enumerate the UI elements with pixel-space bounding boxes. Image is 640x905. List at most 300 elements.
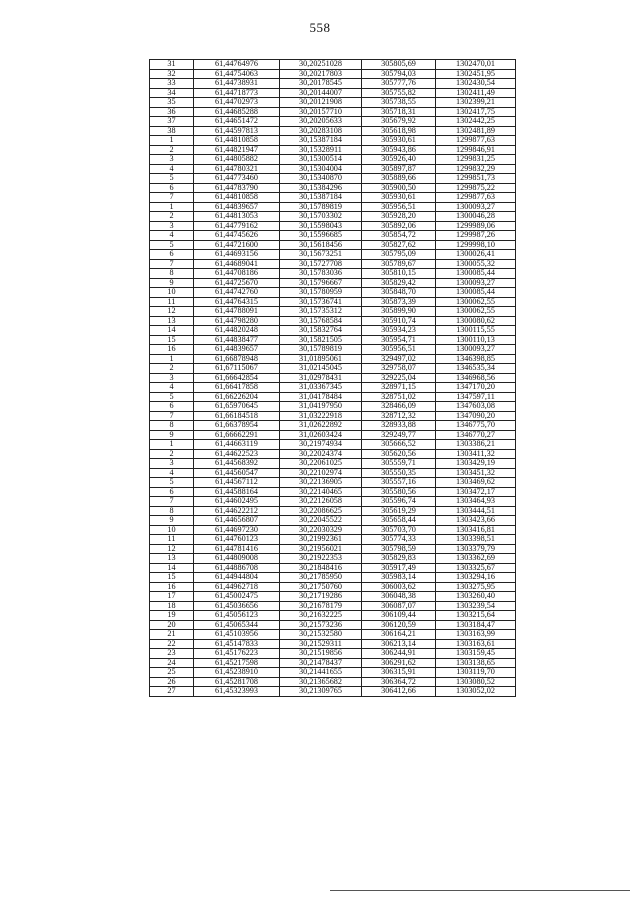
- latitude-cell: 61,44702973: [194, 98, 280, 108]
- latitude-cell: 61,44742760: [194, 288, 280, 298]
- latitude-cell: 61,44805882: [194, 155, 280, 165]
- x-coordinate-cell: 306003,62: [362, 582, 436, 592]
- table-row: [150, 592, 516, 602]
- point-number-cell: 14: [150, 326, 194, 336]
- x-coordinate-cell: 306164,21: [362, 630, 436, 640]
- x-coordinate-cell: 328933,88: [362, 421, 436, 431]
- x-coordinate-cell: 329249,77: [362, 430, 436, 440]
- table-row: [150, 392, 516, 402]
- table-row: [150, 601, 516, 611]
- table-row: [150, 535, 516, 545]
- longitude-cell: 30,15703302: [280, 212, 362, 222]
- table-row: [150, 611, 516, 621]
- longitude-cell: 30,21719286: [280, 592, 362, 602]
- latitude-cell: 61,44773460: [194, 174, 280, 184]
- latitude-cell: 61,44689041: [194, 259, 280, 269]
- point-number-cell: 1: [150, 440, 194, 450]
- latitude-cell: 61,44651472: [194, 117, 280, 127]
- table-row: [150, 440, 516, 450]
- table-row: [150, 573, 516, 583]
- point-number-cell: 13: [150, 316, 194, 326]
- y-coordinate-cell: 1303398,51: [436, 535, 516, 545]
- latitude-cell: 61,44693156: [194, 250, 280, 260]
- longitude-cell: 30,22045522: [280, 516, 362, 526]
- x-coordinate-cell: 305596,74: [362, 497, 436, 507]
- table-row: [150, 525, 516, 535]
- y-coordinate-cell: 1302451,95: [436, 69, 516, 79]
- y-coordinate-cell: 1303294,16: [436, 573, 516, 583]
- x-coordinate-cell: 328751,02: [362, 392, 436, 402]
- longitude-cell: 30,15384296: [280, 183, 362, 193]
- longitude-cell: 30,22030329: [280, 525, 362, 535]
- table-row: [150, 421, 516, 431]
- latitude-cell: 61,44567112: [194, 478, 280, 488]
- x-coordinate-cell: 305854,72: [362, 231, 436, 241]
- latitude-cell: 61,44663119: [194, 440, 280, 450]
- longitude-cell: 30,22061025: [280, 459, 362, 469]
- x-coordinate-cell: 306109,44: [362, 611, 436, 621]
- y-coordinate-cell: 1299877,63: [436, 193, 516, 203]
- x-coordinate-cell: 305559,71: [362, 459, 436, 469]
- point-number-cell: 7: [150, 497, 194, 507]
- longitude-cell: 30,15387184: [280, 193, 362, 203]
- x-coordinate-cell: 305873,39: [362, 297, 436, 307]
- point-number-cell: 10: [150, 288, 194, 298]
- longitude-cell: 30,21309765: [280, 687, 362, 697]
- x-coordinate-cell: 306120,59: [362, 620, 436, 630]
- longitude-cell: 30,21632225: [280, 611, 362, 621]
- x-coordinate-cell: 305943,86: [362, 145, 436, 155]
- y-coordinate-cell: 1302470,01: [436, 60, 516, 70]
- table-row: [150, 620, 516, 630]
- latitude-cell: 61,44838477: [194, 335, 280, 345]
- y-coordinate-cell: 1300115,55: [436, 326, 516, 336]
- table-row: [150, 240, 516, 250]
- latitude-cell: 61,65970645: [194, 402, 280, 412]
- point-number-cell: 7: [150, 411, 194, 421]
- table-row: [150, 668, 516, 678]
- table-row: [150, 402, 516, 412]
- y-coordinate-cell: 1300085,44: [436, 269, 516, 279]
- table-row: [150, 677, 516, 687]
- point-number-cell: 23: [150, 649, 194, 659]
- latitude-cell: 61,44708186: [194, 269, 280, 279]
- table-row: [150, 79, 516, 89]
- x-coordinate-cell: 305619,29: [362, 506, 436, 516]
- y-coordinate-cell: 1299998,10: [436, 240, 516, 250]
- table-row: [150, 345, 516, 355]
- table-row: [150, 297, 516, 307]
- x-coordinate-cell: 305829,42: [362, 278, 436, 288]
- longitude-cell: 31,02622892: [280, 421, 362, 431]
- latitude-cell: 61,44656807: [194, 516, 280, 526]
- latitude-cell: 61,44745626: [194, 231, 280, 241]
- y-coordinate-cell: 1347090,20: [436, 411, 516, 421]
- latitude-cell: 61,44779162: [194, 221, 280, 231]
- longitude-cell: 30,15789819: [280, 202, 362, 212]
- y-coordinate-cell: 1300110,13: [436, 335, 516, 345]
- point-number-cell: 7: [150, 259, 194, 269]
- page-number: 558: [309, 20, 331, 35]
- y-coordinate-cell: 1303119,70: [436, 668, 516, 678]
- y-coordinate-cell: 1300080,62: [436, 316, 516, 326]
- y-coordinate-cell: 1299846,91: [436, 145, 516, 155]
- x-coordinate-cell: 306412,66: [362, 687, 436, 697]
- point-number-cell: 1: [150, 136, 194, 146]
- x-coordinate-cell: 305755,82: [362, 88, 436, 98]
- table-row: [150, 430, 516, 440]
- longitude-cell: 30,20205633: [280, 117, 362, 127]
- latitude-cell: 61,44798280: [194, 316, 280, 326]
- coordinates-table-body: [150, 60, 516, 697]
- x-coordinate-cell: 305956,51: [362, 345, 436, 355]
- x-coordinate-cell: 306087,07: [362, 601, 436, 611]
- y-coordinate-cell: 1303163,99: [436, 630, 516, 640]
- y-coordinate-cell: 1302481,89: [436, 126, 516, 136]
- latitude-cell: 61,66378954: [194, 421, 280, 431]
- point-number-cell: 33: [150, 79, 194, 89]
- table-row: [150, 544, 516, 554]
- y-coordinate-cell: 1299851,73: [436, 174, 516, 184]
- y-coordinate-cell: 1303080,52: [436, 677, 516, 687]
- table-row: [150, 117, 516, 127]
- longitude-cell: 30,15598043: [280, 221, 362, 231]
- y-coordinate-cell: 1299989,06: [436, 221, 516, 231]
- point-number-cell: 27: [150, 687, 194, 697]
- point-number-cell: 18: [150, 601, 194, 611]
- table-row: [150, 221, 516, 231]
- point-number-cell: 35: [150, 98, 194, 108]
- y-coordinate-cell: 1303464,93: [436, 497, 516, 507]
- longitude-cell: 30,15735312: [280, 307, 362, 317]
- x-coordinate-cell: 305620,56: [362, 449, 436, 459]
- point-number-cell: 16: [150, 345, 194, 355]
- point-number-cell: 15: [150, 335, 194, 345]
- latitude-cell: 61,44738931: [194, 79, 280, 89]
- longitude-cell: 30,21956021: [280, 544, 362, 554]
- table-row: [150, 107, 516, 117]
- y-coordinate-cell: 1303416,81: [436, 525, 516, 535]
- x-coordinate-cell: 305897,87: [362, 164, 436, 174]
- longitude-cell: 30,20178545: [280, 79, 362, 89]
- point-number-cell: 9: [150, 278, 194, 288]
- point-number-cell: 32: [150, 69, 194, 79]
- longitude-cell: 30,15328911: [280, 145, 362, 155]
- point-number-cell: 22: [150, 639, 194, 649]
- longitude-cell: 30,21992361: [280, 535, 362, 545]
- table-row: [150, 364, 516, 374]
- x-coordinate-cell: 305928,20: [362, 212, 436, 222]
- y-coordinate-cell: 1347170,20: [436, 383, 516, 393]
- x-coordinate-cell: 306291,62: [362, 658, 436, 668]
- x-coordinate-cell: 328971,15: [362, 383, 436, 393]
- latitude-cell: 61,45103956: [194, 630, 280, 640]
- latitude-cell: 61,44839657: [194, 202, 280, 212]
- table-row: [150, 259, 516, 269]
- longitude-cell: 31,02145045: [280, 364, 362, 374]
- latitude-cell: 61,66642854: [194, 373, 280, 383]
- x-coordinate-cell: 305983,14: [362, 573, 436, 583]
- longitude-cell: 30,21365682: [280, 677, 362, 687]
- y-coordinate-cell: 1346770,27: [436, 430, 516, 440]
- x-coordinate-cell: 305550,35: [362, 468, 436, 478]
- y-coordinate-cell: 1303379,79: [436, 544, 516, 554]
- latitude-cell: 61,45036656: [194, 601, 280, 611]
- table-row: [150, 288, 516, 298]
- point-number-cell: 4: [150, 468, 194, 478]
- latitude-cell: 61,44602495: [194, 497, 280, 507]
- x-coordinate-cell: 305954,71: [362, 335, 436, 345]
- latitude-cell: 61,44788091: [194, 307, 280, 317]
- x-coordinate-cell: 305774,33: [362, 535, 436, 545]
- longitude-cell: 30,21441655: [280, 668, 362, 678]
- y-coordinate-cell: 1303325,67: [436, 563, 516, 573]
- table-row: [150, 468, 516, 478]
- point-number-cell: 31: [150, 60, 194, 70]
- x-coordinate-cell: 305930,61: [362, 193, 436, 203]
- x-coordinate-cell: 305934,23: [362, 326, 436, 336]
- point-number-cell: 25: [150, 668, 194, 678]
- x-coordinate-cell: 305718,31: [362, 107, 436, 117]
- point-number-cell: 17: [150, 592, 194, 602]
- longitude-cell: 30,15304004: [280, 164, 362, 174]
- longitude-cell: 30,21750760: [280, 582, 362, 592]
- latitude-cell: 61,45323993: [194, 687, 280, 697]
- point-number-cell: 5: [150, 174, 194, 184]
- longitude-cell: 31,04178484: [280, 392, 362, 402]
- latitude-cell: 61,45002475: [194, 592, 280, 602]
- longitude-cell: 31,03222918: [280, 411, 362, 421]
- latitude-cell: 61,45238910: [194, 668, 280, 678]
- table-row: [150, 174, 516, 184]
- longitude-cell: 30,22102974: [280, 468, 362, 478]
- x-coordinate-cell: 329758,07: [362, 364, 436, 374]
- y-coordinate-cell: 1300093,27: [436, 345, 516, 355]
- x-coordinate-cell: 305956,51: [362, 202, 436, 212]
- latitude-cell: 61,44718773: [194, 88, 280, 98]
- x-coordinate-cell: 329497,02: [362, 354, 436, 364]
- longitude-cell: 30,22140465: [280, 487, 362, 497]
- x-coordinate-cell: 305679,92: [362, 117, 436, 127]
- table-row: [150, 69, 516, 79]
- table-row: [150, 193, 516, 203]
- longitude-cell: 30,15821505: [280, 335, 362, 345]
- y-coordinate-cell: 1303215,64: [436, 611, 516, 621]
- longitude-cell: 30,15796667: [280, 278, 362, 288]
- x-coordinate-cell: 305892,06: [362, 221, 436, 231]
- point-number-cell: 15: [150, 573, 194, 583]
- point-number-cell: 9: [150, 516, 194, 526]
- table-row: [150, 449, 516, 459]
- table-row: [150, 250, 516, 260]
- longitude-cell: 31,01895061: [280, 354, 362, 364]
- table-row: [150, 563, 516, 573]
- x-coordinate-cell: 305917,49: [362, 563, 436, 573]
- x-coordinate-cell: 305899,90: [362, 307, 436, 317]
- y-coordinate-cell: 1299987,26: [436, 231, 516, 241]
- latitude-cell: 61,44560547: [194, 468, 280, 478]
- y-coordinate-cell: 1347597,11: [436, 392, 516, 402]
- latitude-cell: 61,45281708: [194, 677, 280, 687]
- longitude-cell: 30,20144007: [280, 88, 362, 98]
- point-number-cell: 3: [150, 459, 194, 469]
- point-number-cell: 1: [150, 202, 194, 212]
- latitude-cell: 61,45176223: [194, 649, 280, 659]
- table-row: [150, 98, 516, 108]
- y-coordinate-cell: 1300055,32: [436, 259, 516, 269]
- x-coordinate-cell: 306315,91: [362, 668, 436, 678]
- x-coordinate-cell: 306048,38: [362, 592, 436, 602]
- point-number-cell: 6: [150, 487, 194, 497]
- y-coordinate-cell: 1346398,85: [436, 354, 516, 364]
- y-coordinate-cell: 1303444,51: [436, 506, 516, 516]
- latitude-cell: 61,44754063: [194, 69, 280, 79]
- y-coordinate-cell: 1299877,63: [436, 136, 516, 146]
- latitude-cell: 61,45147833: [194, 639, 280, 649]
- longitude-cell: 30,15789819: [280, 345, 362, 355]
- y-coordinate-cell: 1302442,25: [436, 117, 516, 127]
- longitude-cell: 30,22126058: [280, 497, 362, 507]
- latitude-cell: 61,45056123: [194, 611, 280, 621]
- point-number-cell: 6: [150, 402, 194, 412]
- point-number-cell: 11: [150, 535, 194, 545]
- longitude-cell: 30,21974934: [280, 440, 362, 450]
- latitude-cell: 61,44760123: [194, 535, 280, 545]
- y-coordinate-cell: 1300062,55: [436, 307, 516, 317]
- point-number-cell: 6: [150, 183, 194, 193]
- point-number-cell: 34: [150, 88, 194, 98]
- x-coordinate-cell: 305703,70: [362, 525, 436, 535]
- point-number-cell: 1: [150, 354, 194, 364]
- latitude-cell: 61,44622212: [194, 506, 280, 516]
- latitude-cell: 61,44821947: [194, 145, 280, 155]
- table-row: [150, 269, 516, 279]
- table-row: [150, 516, 516, 526]
- y-coordinate-cell: 1302430,54: [436, 79, 516, 89]
- y-coordinate-cell: 1303429,19: [436, 459, 516, 469]
- longitude-cell: 30,15727708: [280, 259, 362, 269]
- x-coordinate-cell: 305930,61: [362, 136, 436, 146]
- latitude-cell: 61,44781416: [194, 544, 280, 554]
- latitude-cell: 61,44820248: [194, 326, 280, 336]
- longitude-cell: 30,15768584: [280, 316, 362, 326]
- longitude-cell: 31,02603424: [280, 430, 362, 440]
- longitude-cell: 31,03367345: [280, 383, 362, 393]
- table-row: [150, 487, 516, 497]
- table-row: [150, 183, 516, 193]
- y-coordinate-cell: 1303423,66: [436, 516, 516, 526]
- point-number-cell: 3: [150, 221, 194, 231]
- latitude-cell: 61,44764976: [194, 60, 280, 70]
- y-coordinate-cell: 1303362,69: [436, 554, 516, 564]
- longitude-cell: 30,15387184: [280, 136, 362, 146]
- y-coordinate-cell: 1303451,32: [436, 468, 516, 478]
- latitude-cell: 61,44810858: [194, 193, 280, 203]
- latitude-cell: 61,66226204: [194, 392, 280, 402]
- longitude-cell: 30,20217803: [280, 69, 362, 79]
- point-number-cell: 20: [150, 620, 194, 630]
- latitude-cell: 61,44813053: [194, 212, 280, 222]
- point-number-cell: 2: [150, 449, 194, 459]
- longitude-cell: 30,15340870: [280, 174, 362, 184]
- x-coordinate-cell: 305900,50: [362, 183, 436, 193]
- table-row: [150, 136, 516, 146]
- bottom-rule: [330, 890, 630, 891]
- point-number-cell: 19: [150, 611, 194, 621]
- point-number-cell: 5: [150, 240, 194, 250]
- point-number-cell: 8: [150, 421, 194, 431]
- point-number-cell: 8: [150, 269, 194, 279]
- point-number-cell: 2: [150, 364, 194, 374]
- x-coordinate-cell: 305557,16: [362, 478, 436, 488]
- longitude-cell: 30,15832764: [280, 326, 362, 336]
- point-number-cell: 2: [150, 212, 194, 222]
- point-number-cell: 4: [150, 164, 194, 174]
- latitude-cell: 61,44764315: [194, 297, 280, 307]
- longitude-cell: 30,21519856: [280, 649, 362, 659]
- latitude-cell: 61,44944804: [194, 573, 280, 583]
- table-row: [150, 231, 516, 241]
- y-coordinate-cell: 1303275,95: [436, 582, 516, 592]
- table-row: [150, 373, 516, 383]
- y-coordinate-cell: 1299832,29: [436, 164, 516, 174]
- longitude-cell: 30,22136905: [280, 478, 362, 488]
- x-coordinate-cell: 305777,76: [362, 79, 436, 89]
- latitude-cell: 61,44886708: [194, 563, 280, 573]
- point-number-cell: 9: [150, 430, 194, 440]
- y-coordinate-cell: 1302411,49: [436, 88, 516, 98]
- y-coordinate-cell: 1299875,22: [436, 183, 516, 193]
- point-number-cell: 36: [150, 107, 194, 117]
- table-row: [150, 354, 516, 364]
- x-coordinate-cell: 305810,15: [362, 269, 436, 279]
- point-number-cell: 12: [150, 307, 194, 317]
- latitude-cell: 61,44597813: [194, 126, 280, 136]
- y-coordinate-cell: 1299831,25: [436, 155, 516, 165]
- table-row: [150, 212, 516, 222]
- latitude-cell: 61,44622523: [194, 449, 280, 459]
- latitude-cell: 61,66878948: [194, 354, 280, 364]
- point-number-cell: 38: [150, 126, 194, 136]
- latitude-cell: 61,66662291: [194, 430, 280, 440]
- x-coordinate-cell: 305658,44: [362, 516, 436, 526]
- x-coordinate-cell: 306244,91: [362, 649, 436, 659]
- y-coordinate-cell: 1300026,41: [436, 250, 516, 260]
- y-coordinate-cell: 1346775,70: [436, 421, 516, 431]
- longitude-cell: 30,15300514: [280, 155, 362, 165]
- point-number-cell: 7: [150, 193, 194, 203]
- table-row: [150, 88, 516, 98]
- table-row: [150, 687, 516, 697]
- x-coordinate-cell: 328712,32: [362, 411, 436, 421]
- longitude-cell: 30,20251028: [280, 60, 362, 70]
- y-coordinate-cell: 1303472,17: [436, 487, 516, 497]
- y-coordinate-cell: 1300062,55: [436, 297, 516, 307]
- x-coordinate-cell: 306364,72: [362, 677, 436, 687]
- longitude-cell: 30,20121908: [280, 98, 362, 108]
- y-coordinate-cell: 1300093,27: [436, 278, 516, 288]
- y-coordinate-cell: 1302417,75: [436, 107, 516, 117]
- y-coordinate-cell: 1300093,27: [436, 202, 516, 212]
- y-coordinate-cell: 1303159,45: [436, 649, 516, 659]
- y-coordinate-cell: 1303138,65: [436, 658, 516, 668]
- longitude-cell: 30,15736741: [280, 297, 362, 307]
- point-number-cell: 14: [150, 563, 194, 573]
- y-coordinate-cell: 1303386,21: [436, 440, 516, 450]
- longitude-cell: 30,21678179: [280, 601, 362, 611]
- longitude-cell: 30,15673251: [280, 250, 362, 260]
- table-row: [150, 411, 516, 421]
